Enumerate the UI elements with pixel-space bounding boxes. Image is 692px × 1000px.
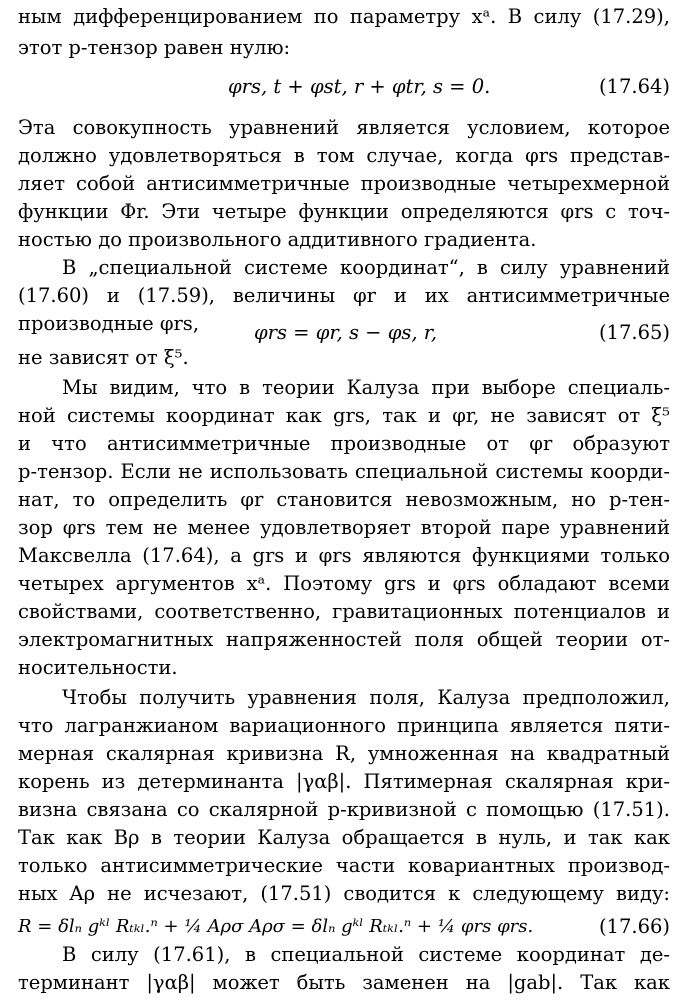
text-line: ляет собой антисимметричные производные четырехмерной [18, 172, 670, 195]
text-line: Эта совокупность уравнений является условием, которое [18, 116, 670, 139]
text-line: четырех аргументов xᵃ. Поэтому grs и φrs обладают всеми [18, 572, 670, 595]
text-line: только антисимметрические части ковариантных производ- [18, 854, 670, 877]
text-line: ным дифференцированием по параметру xᵃ. В силу (17.29), [18, 5, 670, 28]
paragraph-start: Мы видим, что в теории Калуза при выборе специаль- [62, 376, 670, 399]
text-line: электромагнитных напряженностей поля общей теории от- [18, 628, 670, 651]
equation-number: (17.65) [598, 321, 670, 344]
paragraph-start: Чтобы получить уравнения поля, Калуза предположил, [62, 686, 670, 709]
text-line: свойствами, соответственно, гравитационных потенциалов и [18, 600, 670, 623]
text-line: нат, то определить φr становится невозможным, но p-тен- [18, 488, 670, 511]
text-line: Максвелла (17.64), а grs и φrs являются функциями только [18, 544, 670, 567]
text-line: мерная скалярная кривизна R, умноженная на квадратный [18, 742, 670, 765]
text-line: что лагранжианом вариационного принципа является пяти- [18, 714, 670, 737]
text-line: корень из детерминанта |γαβ|. Пятимерная скалярная кри- [18, 770, 670, 793]
text-line: ных Aρ не исчезают, (17.51) сводится к следующему виду: [18, 882, 670, 905]
text-line: производные φrs, [18, 312, 200, 335]
text-line: ностью до произвольного аддитивного градиента. [18, 228, 537, 251]
text-line: зор φrs тем не менее удовлетворяет второй паре уравнений [18, 516, 670, 539]
paragraph-start: В „специальной системе координат“, в силу уравнений [62, 256, 670, 279]
text-line: этот p-тензор равен нулю: [18, 36, 291, 59]
text-line: p-тензор. Если не использовать специальной системы коорди- [18, 460, 670, 483]
text-line: должно удовлетворяться в том случае, когда φrs представ- [18, 144, 670, 167]
text-line: функции Φr. Эти четыре функции определяются φrs с точ- [18, 200, 670, 223]
equation-number: (17.66) [598, 915, 670, 938]
text-line: ной системы координат как grs, так и φr, не зависят от ξ⁵ [18, 404, 670, 427]
text-line: терминант |γαβ| может быть заменен на |gab|. Так как [18, 971, 670, 994]
text-line: носительности. [18, 656, 178, 679]
equation-17-64: φrs, t + φst, r + φtr, s = 0. [228, 75, 491, 98]
text-line: визна связана со скалярной p-кривизной с помощью (17.51). [18, 798, 670, 821]
text-line: Так как Bρ в теории Калуза обращается в нуль, и так как [18, 826, 670, 849]
equation-17-65: φrs = φr, s − φs, r, [254, 321, 438, 344]
equation-17-66: R = δlₙ gᵏˡ Rₜₖₗ.ⁿ + ¼ Aρσ Aρσ = δlₙ gᵏˡ Rₜₖₗ.ⁿ + ¼ φrs φrs. [18, 916, 534, 937]
text-line: (17.60) и (17.59), величины φr и их антисимметричные [18, 284, 670, 307]
text-line: и что антисимметричные производные от φr образуют [18, 432, 670, 455]
equation-number: (17.64) [598, 75, 670, 98]
text-line: не зависят от ξ⁵. [18, 346, 189, 369]
paragraph-start: В силу (17.61), в специальной системе координат де- [62, 943, 670, 966]
